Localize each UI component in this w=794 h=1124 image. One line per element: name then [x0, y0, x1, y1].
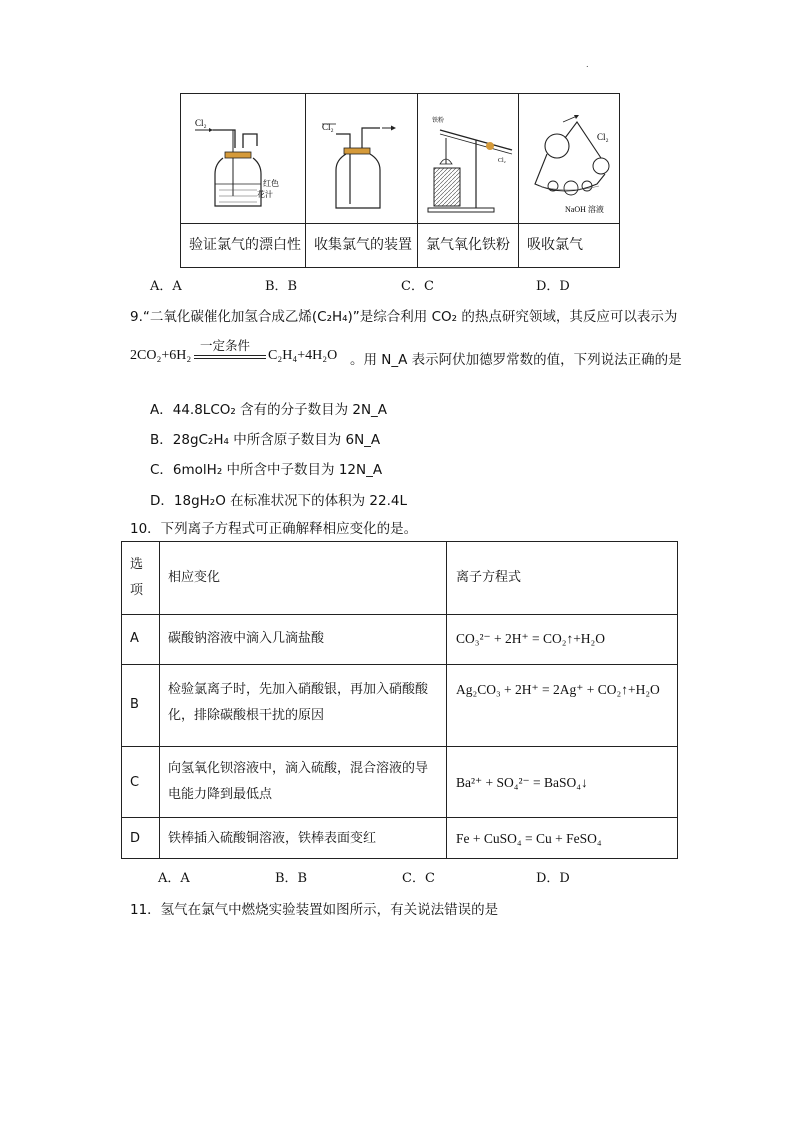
q9-option-b[interactable]: B．28gC₂H₄ 中所含原子数目为 6N_A [150, 432, 381, 448]
row-c-change: 向氢氧化钡溶液中，滴入硫酸，混合溶液的导电能力降到最低点 [168, 761, 429, 802]
ion-equation-table [121, 541, 678, 859]
q8-option-a[interactable]: A．A [150, 279, 182, 294]
q8-option-d[interactable]: D．D [536, 279, 570, 294]
q9-stem-line2: 。用 N_A 表示阿伏加德罗常数的值，下列说法正确的是 [350, 352, 682, 368]
apparatus-cell-iron [417, 94, 519, 267]
row-a-equation: CO₃²⁻ + 2H⁺ = CO₂↑+H₂O [456, 631, 606, 646]
q10-option-a[interactable]: A．A [158, 871, 190, 886]
q8-option-c[interactable]: C．C [401, 279, 434, 294]
row-b-equation: Ag₂CO₃ + 2H⁺ = 2Ag⁺ + CO₂↑+H₂O [456, 682, 660, 697]
q10-option-c[interactable]: C．C [402, 871, 435, 886]
absorb-apparatus-figure [525, 100, 621, 218]
svg-text:铁粉: 铁粉 [432, 117, 445, 124]
svg-text:红色: 红色 [263, 179, 279, 188]
svg-text:Cl₂: Cl₂ [597, 132, 609, 142]
caption-bleach: 验证氯气的漂白性 [189, 237, 301, 253]
q9-equation-line [130, 340, 730, 370]
q9-option-a[interactable]: A．44.8LCO₂ 含有的分子数目为 2N_A [150, 402, 388, 418]
row-d-change: 铁棒插入硫酸铜溶液，铁棒表面变红 [168, 831, 377, 846]
q9-eq-left: 2CO₂+6H₂ [130, 348, 192, 363]
header-option: 选项 [130, 557, 144, 598]
row-c-equation: Ba²⁺ + SO₄²⁻ = BaSO₄↓ [456, 775, 588, 790]
q9-option-d[interactable]: D．18gH₂O 在标准状况下的体积为 22.4L [150, 493, 407, 509]
svg-text:花汁: 花汁 [257, 190, 273, 199]
q9-stem-line1: 9.“二氧化碳催化加氢合成乙烯(C₂H₄)”是综合利用 CO₂ 的热点研究领域，其反应可以表示为 [130, 309, 678, 325]
q11-stem: 11．氢气在氯气中燃烧实验装置如图所示，有关说法错误的是 [130, 902, 499, 918]
q10-option-d[interactable]: D．D [536, 871, 570, 886]
header-equation: 离子方程式 [456, 570, 522, 585]
iron-apparatus-figure [424, 100, 518, 218]
apparatus-cell-collect [305, 94, 418, 267]
header-change: 相应变化 [168, 570, 221, 585]
bleach-apparatus-figure [187, 100, 299, 218]
caption-iron: 氯气氧化铁粉 [426, 237, 510, 253]
svg-text:Cl₂: Cl₂ [322, 122, 334, 132]
q8-option-b[interactable]: B．B [265, 279, 298, 294]
apparatus-cell-bleach [181, 94, 306, 267]
q9-eq-condition: 一定条件 [200, 338, 251, 353]
q9-eq-right: C₂H₄+4H₂O [268, 348, 338, 363]
collect-apparatus-figure [312, 100, 416, 218]
apparatus-table [180, 93, 620, 268]
caption-collect: 收集氯气的装置 [314, 237, 412, 253]
svg-text:Cl₂: Cl₂ [498, 158, 506, 164]
row-c-option: C [130, 775, 140, 790]
q9-option-c[interactable]: C．6molH₂ 中所含中子数目为 12N_A [150, 462, 383, 478]
row-b-option: B [130, 697, 139, 712]
row-a-change: 碳酸钠溶液中滴入几滴盐酸 [168, 631, 325, 646]
q10-stem: 10．下列离子方程式可正确解释相应变化的是。 [130, 521, 418, 537]
row-d-option: D [130, 831, 141, 846]
svg-text:NaOH 溶液: NaOH 溶液 [565, 205, 604, 214]
row-d-equation: Fe + CuSO₄ = Cu + FeSO₄ [456, 831, 602, 846]
apparatus-cell-absorb [518, 94, 621, 267]
q10-option-b[interactable]: B．B [275, 871, 308, 886]
page-mark: . [586, 60, 589, 69]
row-b-change: 检验氯离子时，先加入硝酸银，再加入硝酸酸化，排除碳酸根干扰的原因 [168, 682, 429, 723]
q9-eq-bar [194, 355, 266, 356]
svg-text:Cl₂: Cl₂ [195, 118, 207, 128]
caption-absorb: 吸收氯气 [527, 237, 583, 253]
row-a-option: A [130, 631, 139, 646]
